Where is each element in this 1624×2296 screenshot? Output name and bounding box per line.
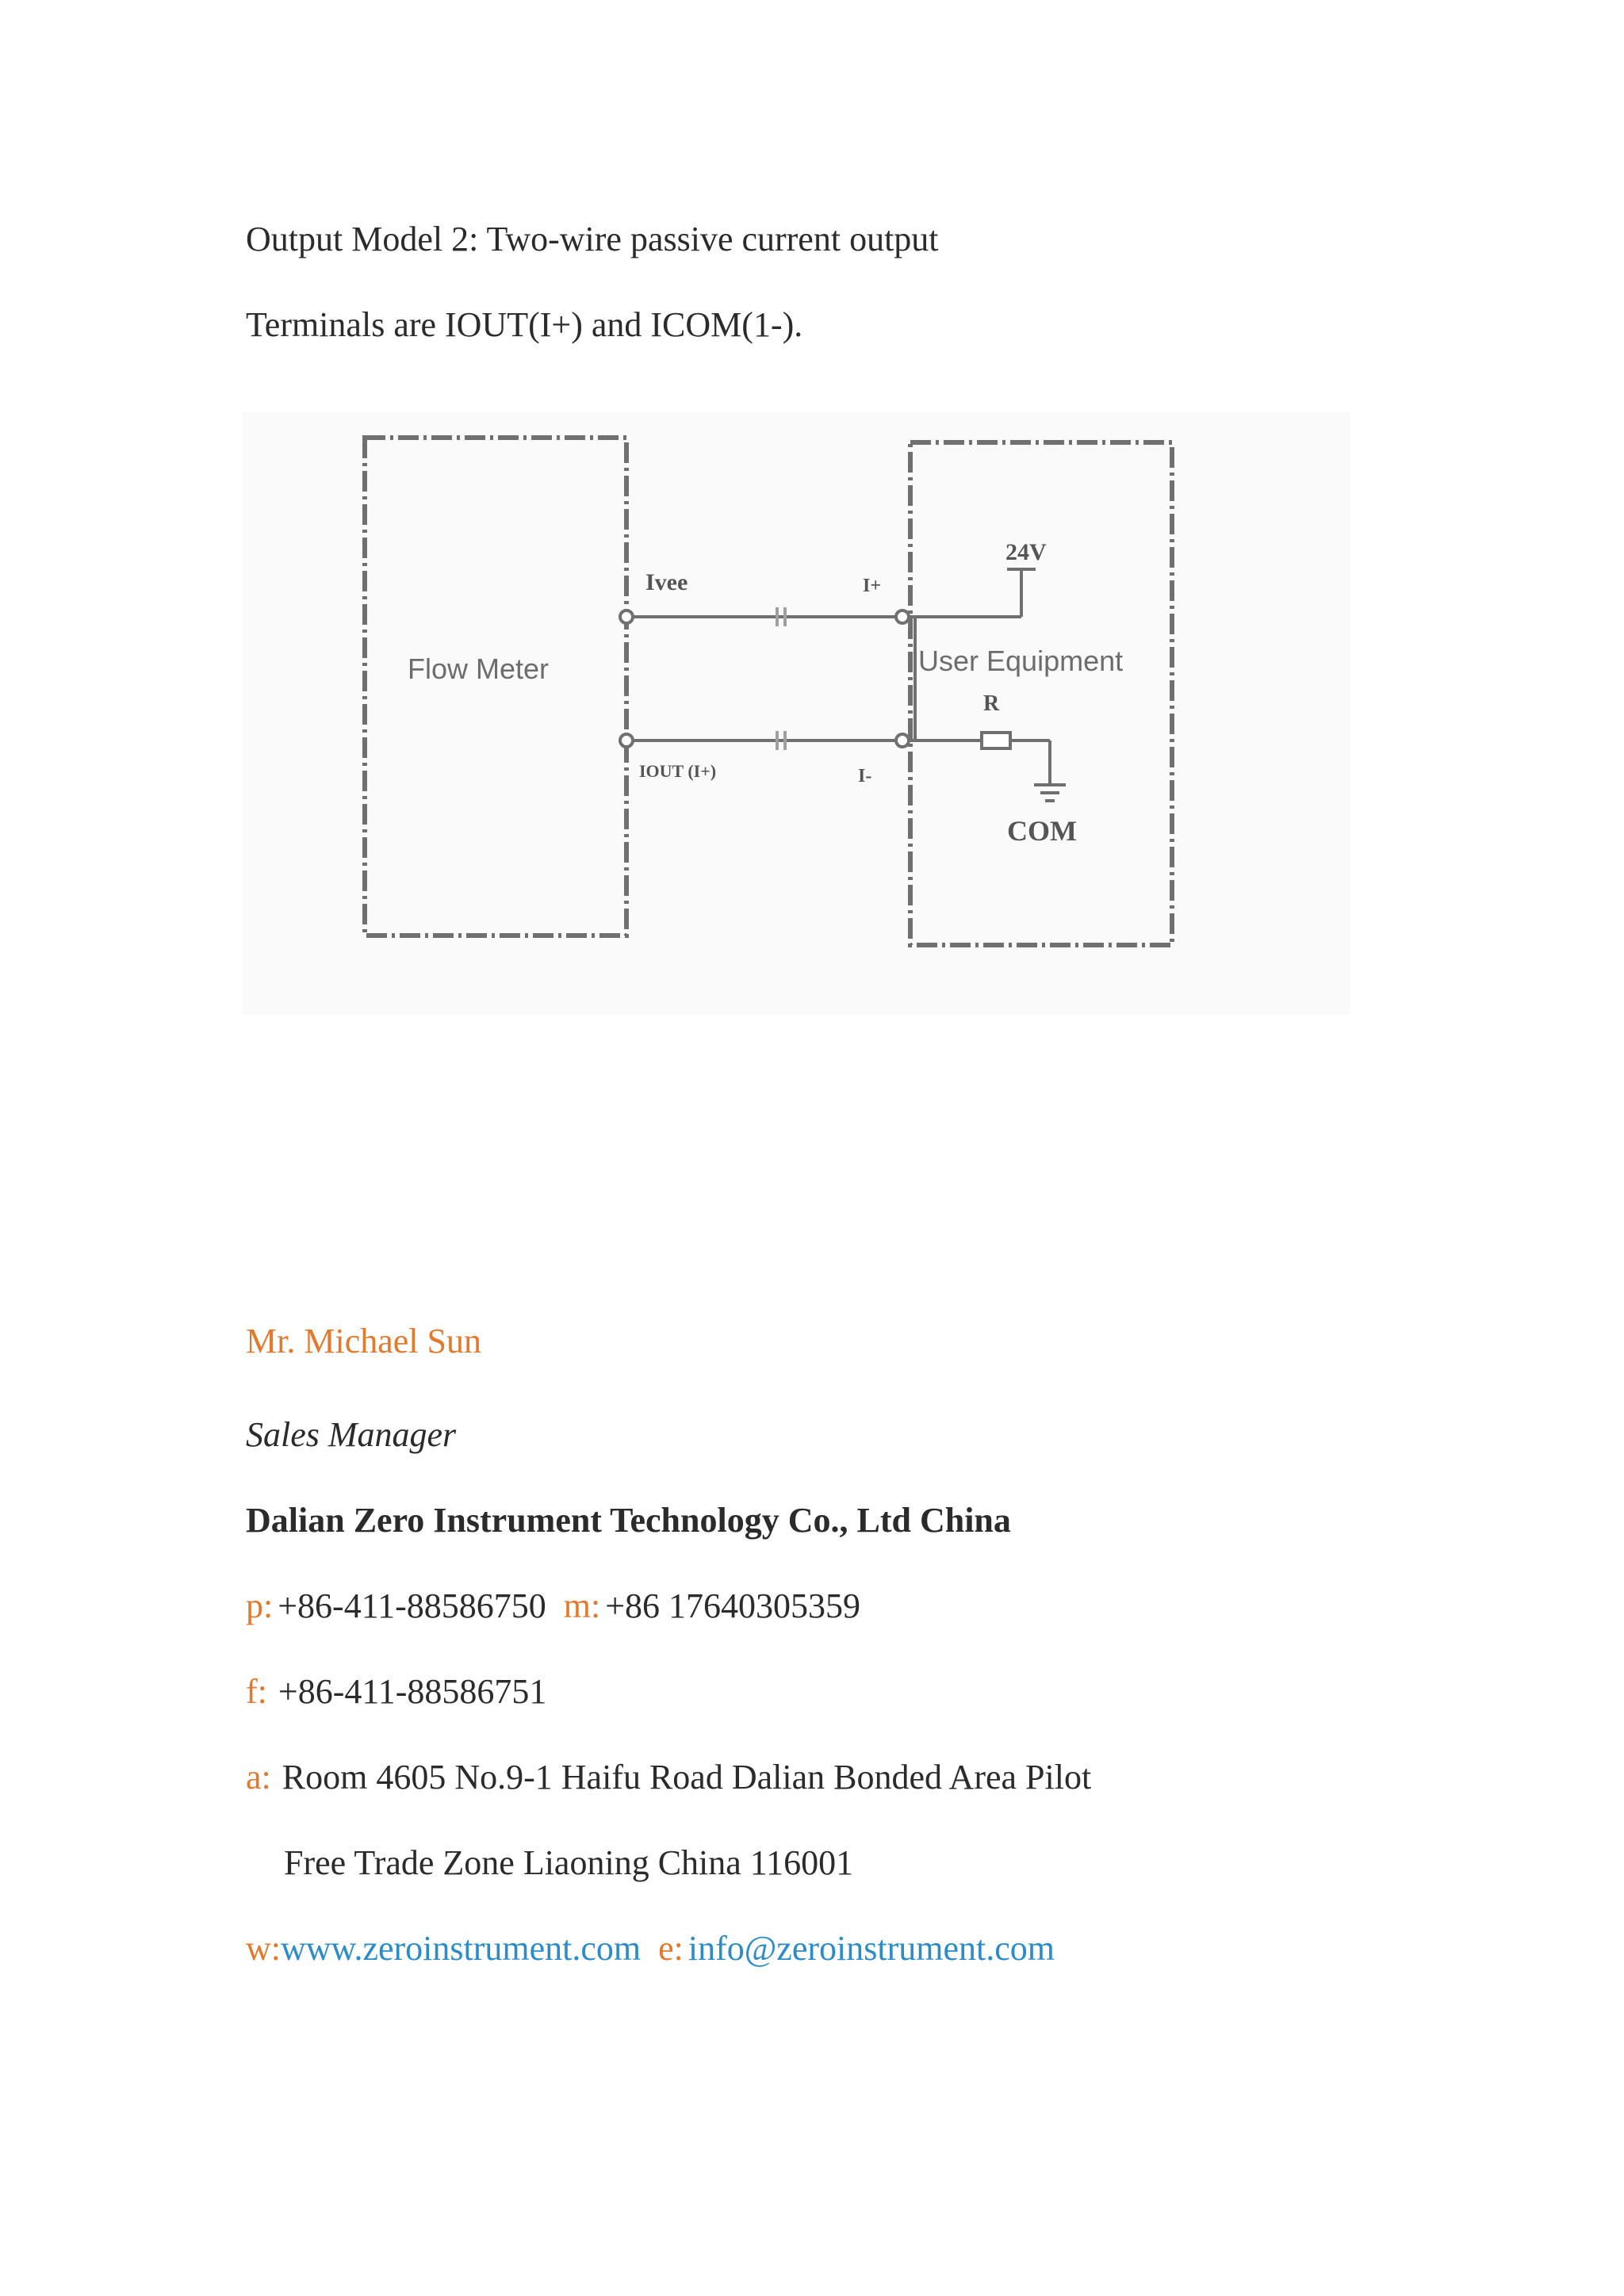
address-line-2: Free Trade Zone Liaoning China 116001 — [284, 1843, 854, 1882]
resistor-symbol — [982, 733, 1010, 748]
supply-24v-label: 24V — [1005, 539, 1047, 565]
email-label: e: — [658, 1929, 684, 1968]
terminal-ivee — [620, 610, 633, 623]
i-plus-label: I+ — [863, 576, 882, 596]
company-name: Dalian Zero Instrument Technology Co., Ltd China — [246, 1501, 1011, 1540]
com-label: COM — [1007, 815, 1077, 847]
address-text-1: Room 4605 No.9-1 Haifu Road Dalian Bonded Area Pilot — [282, 1758, 1092, 1797]
intro-heading: Output Model 2: Two-wire passive current output — [246, 220, 939, 258]
web-line — [246, 1928, 1055, 1969]
phone-line — [246, 1586, 860, 1627]
phone-number[interactable]: +86-411-88586750 — [278, 1586, 546, 1625]
flow-meter-label: Flow Meter — [408, 652, 550, 685]
email-link[interactable]: info@zeroinstrument.com — [688, 1929, 1055, 1968]
wiring-diagram — [243, 412, 1350, 1015]
ivee-label: Ivee — [645, 569, 688, 595]
iout-label: IOUT (I+) — [639, 761, 717, 781]
web-label: w: — [246, 1929, 281, 1968]
mobile-label: m: — [563, 1586, 601, 1625]
fax-label: f: — [246, 1672, 267, 1711]
contact-name: Mr. Michael Sun — [246, 1322, 481, 1360]
fax-number: +86-411-88586751 — [278, 1672, 547, 1711]
user-equipment-label: User Equipment — [918, 645, 1124, 677]
terminal-iout — [620, 734, 633, 747]
address-label: a: — [246, 1758, 271, 1797]
mobile-number[interactable]: +86 17640305359 — [605, 1586, 861, 1625]
phone-label: p: — [246, 1586, 274, 1625]
terminal-i-minus — [896, 734, 909, 747]
fax-line — [246, 1671, 546, 1712]
terminal-i-plus — [896, 610, 909, 623]
resistor-label: R — [983, 691, 1000, 716]
address-line-1 — [246, 1757, 1091, 1798]
i-minus-label: I- — [858, 766, 872, 786]
website-link[interactable]: www.zeroinstrument.com — [281, 1929, 642, 1968]
intro-terminals-text: Terminals are IOUT(I+) and ICOM(1-). — [246, 305, 803, 344]
contact-title: Sales Manager — [246, 1415, 457, 1454]
